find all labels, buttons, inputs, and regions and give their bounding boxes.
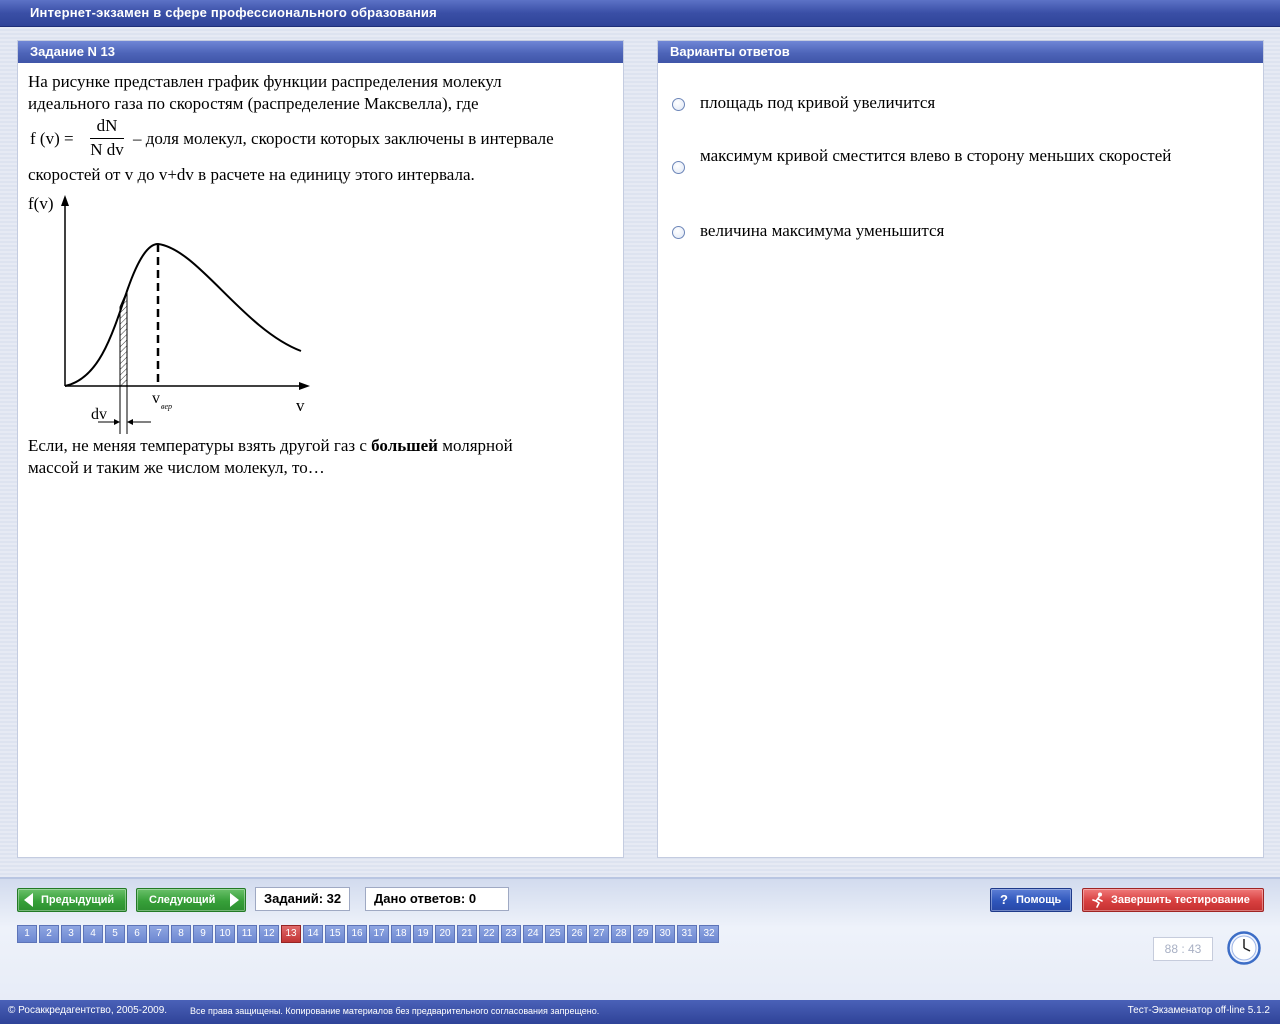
running-man-icon <box>1091 892 1105 908</box>
page-button-5[interactable]: 5 <box>105 925 125 943</box>
page-button-15[interactable]: 15 <box>325 925 345 943</box>
page-button-25[interactable]: 25 <box>545 925 565 943</box>
question-line1 <box>28 435 618 457</box>
formula-numerator: dN <box>96 116 118 135</box>
formula-lhs: f (v) = <box>30 129 74 148</box>
task-panel <box>17 40 624 858</box>
task-header: Задание N 13 <box>18 41 623 63</box>
page-button-3[interactable]: 3 <box>61 925 81 943</box>
task-intro <box>28 71 618 115</box>
page-button-18[interactable]: 18 <box>391 925 411 943</box>
formula-denominator: N dv <box>90 140 124 159</box>
maxwell-graph <box>23 189 323 439</box>
question-part1: Если, не меняя температуры взять другой газ с <box>28 436 372 455</box>
page-button-20[interactable]: 20 <box>435 925 455 943</box>
x-axis-arrow <box>299 382 310 390</box>
question-part2: молярной <box>437 436 513 455</box>
page-button-21[interactable]: 21 <box>457 925 477 943</box>
footer-rights: Все права защищены. Копирование материалов без предварительного согласования запрещено. <box>190 1006 600 1016</box>
formula <box>28 116 623 166</box>
page-button-8[interactable]: 8 <box>171 925 191 943</box>
page-button-7[interactable]: 7 <box>149 925 169 943</box>
page-button-26[interactable]: 26 <box>567 925 587 943</box>
question-line2: массой и таким же числом молекул, то… <box>28 458 325 477</box>
answer-option-3[interactable] <box>672 221 944 241</box>
page-button-9[interactable]: 9 <box>193 925 213 943</box>
help-button[interactable] <box>990 888 1072 912</box>
y-axis-arrow <box>61 195 69 206</box>
answer-label: величина максимума уменьшится <box>700 221 945 240</box>
answer-label: площадь под кривой увеличится <box>700 93 936 112</box>
help-label: Помощь <box>1016 894 1062 906</box>
task-question <box>28 435 618 479</box>
help-icon: ? <box>1000 892 1008 907</box>
page-button-30[interactable]: 30 <box>655 925 675 943</box>
next-button[interactable] <box>136 888 246 912</box>
answer-option-1[interactable] <box>672 93 935 113</box>
arrow-left-icon <box>24 893 34 907</box>
clock-icon <box>1227 931 1261 965</box>
distribution-curve <box>65 244 301 386</box>
dv-label: dv <box>91 406 107 423</box>
answered-count: Дано ответов: 0 <box>365 887 509 911</box>
tasks-count: Заданий: 32 <box>255 887 350 911</box>
question-bold: большей <box>371 436 438 455</box>
arrow-right-icon <box>229 893 239 907</box>
page-button-16[interactable]: 16 <box>347 925 367 943</box>
answer-label: максимум кривой сместится влево в сторону меньших скоростей <box>700 146 1172 165</box>
page-button-28[interactable]: 28 <box>611 925 631 943</box>
task-intro-line1: На рисунке представлен график функции распределения молекул <box>28 72 502 91</box>
answers-header: Варианты ответов <box>658 41 1263 63</box>
page-button-31[interactable]: 31 <box>677 925 697 943</box>
fraction-line <box>90 138 124 139</box>
radio-button[interactable] <box>672 98 685 111</box>
peak-label: v <box>152 390 160 407</box>
page-button-10[interactable]: 10 <box>215 925 235 943</box>
task-intro-line2: идеального газа по скоростям (распределение Максвелла), где <box>28 94 479 113</box>
x-axis-label: v <box>296 396 305 415</box>
page-button-12[interactable]: 12 <box>259 925 279 943</box>
formula-description: – доля молекул, скорости которых заключены в интервале <box>133 129 554 148</box>
page-button-4[interactable]: 4 <box>83 925 103 943</box>
page-button-27[interactable]: 27 <box>589 925 609 943</box>
page-button-19[interactable]: 19 <box>413 925 433 943</box>
task-intro-line3: скоростей от v до v+dv в расчете на единицу этого интервала. <box>28 165 475 184</box>
page-button-22[interactable]: 22 <box>479 925 499 943</box>
dv-arrow-left-head <box>114 419 120 425</box>
finish-label: Завершить тестирование <box>1111 894 1250 906</box>
window-title: Интернет-экзамен в сфере профессионального образования <box>30 5 437 20</box>
timer-display: 88 : 43 <box>1153 937 1213 961</box>
answers-panel <box>657 40 1264 858</box>
radio-button[interactable] <box>672 226 685 239</box>
peak-subscript: вер <box>161 402 173 411</box>
footer-copyright: © Росаккредагентство, 2005-2009. <box>8 1005 168 1016</box>
page-button-14[interactable]: 14 <box>303 925 323 943</box>
dv-strip <box>120 291 127 386</box>
answer-option-2[interactable] <box>672 146 1171 174</box>
footer-version: Тест-Экзаменатор off-line 5.1.2 <box>1127 1005 1270 1016</box>
radio-button[interactable] <box>672 161 685 174</box>
dv-arrow-right-head <box>127 419 133 425</box>
page-button-11[interactable]: 11 <box>237 925 257 943</box>
previous-label: Предыдущий <box>41 894 115 906</box>
y-axis-label: f(v) <box>28 194 54 213</box>
page-button-13[interactable]: 13 <box>281 925 301 943</box>
finish-button[interactable] <box>1082 888 1264 912</box>
page-button-32[interactable]: 32 <box>699 925 719 943</box>
title-bar <box>0 0 1280 27</box>
page-button-6[interactable]: 6 <box>127 925 147 943</box>
page-button-24[interactable]: 24 <box>523 925 543 943</box>
previous-button[interactable] <box>17 888 127 912</box>
page-button-23[interactable]: 23 <box>501 925 521 943</box>
page-button-2[interactable]: 2 <box>39 925 59 943</box>
page-button-29[interactable]: 29 <box>633 925 653 943</box>
page-navigator <box>17 925 721 943</box>
page-button-1[interactable]: 1 <box>17 925 37 943</box>
next-label: Следующий <box>149 894 216 906</box>
page-button-17[interactable]: 17 <box>369 925 389 943</box>
footer <box>0 1000 1280 1024</box>
